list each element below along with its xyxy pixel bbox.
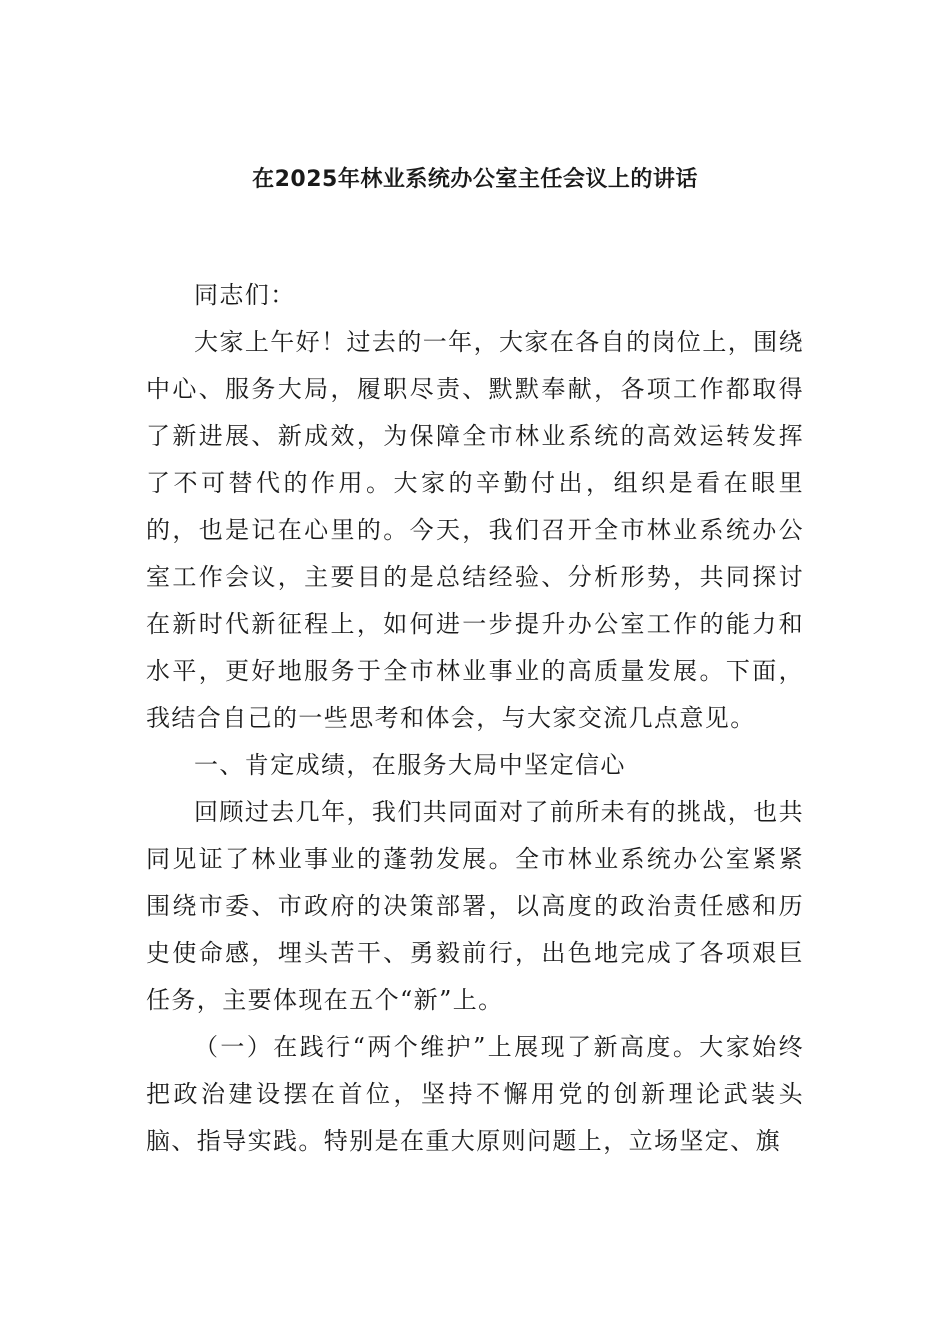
document-body [146, 272, 804, 1165]
subsection-paragraph-1: （一）在践行“两个维护”上展现了新高度。大家始终把政治建设摆在首位，坚持不懈用党的创新理论武装头脑、指导实践。特别是在重大原则问题上，立场坚定、旗 [146, 1033, 804, 1155]
review-paragraph: 回顾过去几年，我们共同面对了前所未有的挑战，也共同见证了林业事业的蓬勃发展。全市林业系统办公室紧紧围绕市委、市政府的决策部署，以高度的政治责任感和历史使命感，埋头苦干、勇毅前行，出色地完成了各项艰巨任务，主要体现在五个“新”上。 [146, 798, 804, 1014]
document-title: 在2025年林业系统办公室主任会议上的讲话 [252, 167, 698, 192]
opening-paragraph: 大家上午好！过去的一年，大家在各自的岗位上，围绕中心、服务大局，履职尽责、默默奉献，各项工作都取得了新进展、新成效，为保障全市林业系统的高效运转发挥了不可替代的作用。大家的辛勤付出，组织是看在眼里的，也是记在心里的。今天，我们召开全市林业系统办公室工作会议，主要目的是总结经验、分析形势，共同探讨在新时代新征程上，如何进一步提升办公室工作的能力和水平，更好地服务于全市林业事业的高质量发展。下面，我结合自己的一些思考和体会，与大家交流几点意见。 [146, 328, 804, 732]
section-heading-1: 一、肯定成绩，在服务大局中坚定信心 [194, 751, 626, 779]
salutation: 同志们： [194, 281, 296, 309]
